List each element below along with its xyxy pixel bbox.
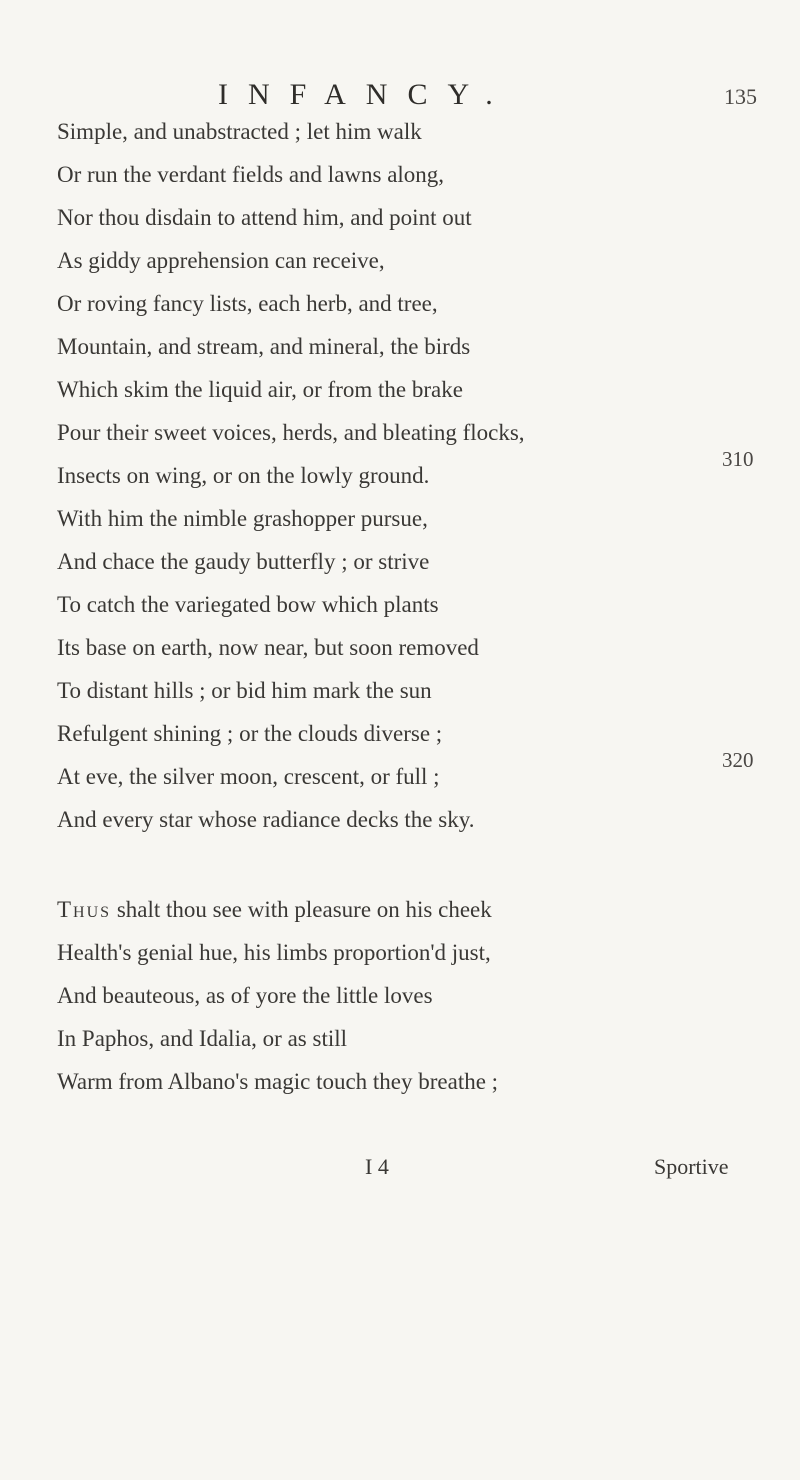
stanza-opening-line: [57, 888, 677, 931]
verse-line: As giddy apprehension can receive,: [57, 248, 385, 273]
poem-text: [57, 110, 677, 1103]
verse-line: In Paphos, and Idalia, or as still: [57, 1026, 348, 1051]
verse-line: Or run the verdant fields and lawns along,: [57, 162, 445, 187]
verse-line: To distant hills ; or bid him mark the sun: [57, 678, 432, 703]
stanza-opening-rest: shalt thou see with pleasure on his cheek: [111, 897, 492, 922]
running-title: INFANCY.: [218, 78, 513, 111]
verse-line: Mountain, and stream, and mineral, the birds: [57, 334, 471, 359]
verse-line: Pour their sweet voices, herds, and bleating flocks,: [57, 420, 525, 445]
verse-line: Insects on wing, or on the lowly ground.: [57, 463, 430, 488]
verse-line: Or roving fancy lists, each herb, and tree,: [57, 291, 438, 316]
verse-line: Nor thou disdain to attend him, and point out: [57, 205, 472, 230]
verse-line: Simple, and unabstracted ; let him walk: [57, 119, 422, 144]
verse-line: At eve, the silver moon, crescent, or full ;: [57, 764, 440, 789]
line-number-320: 320: [722, 748, 754, 772]
line-number-310: 310: [722, 447, 754, 471]
verse-line: Which skim the liquid air, or from the brake: [57, 377, 463, 402]
verse-line: Warm from Albano's magic touch they breathe ;: [57, 1069, 499, 1094]
verse-line: And every star whose radiance decks the sky.: [57, 807, 475, 832]
verse-line: To catch the variegated bow which plants: [57, 592, 439, 617]
verse-line: Health's genial hue, his limbs proportion'd just,: [57, 940, 491, 965]
verse-line: And beauteous, as of yore the little loves: [57, 983, 433, 1008]
verse-line: Its base on earth, now near, but soon removed: [57, 635, 479, 660]
signature-mark: I 4: [365, 1154, 389, 1179]
verse-line: And chace the gaudy butterfly ; or strive: [57, 549, 430, 574]
verse-line: Refulgent shining ; or the clouds diverse ;: [57, 721, 443, 746]
verse-line: With him the nimble grashopper pursue,: [57, 506, 428, 531]
catchword: Sportive: [654, 1154, 729, 1179]
stanza-opening-word: Thus: [57, 897, 112, 922]
page-number: 135: [724, 84, 757, 109]
